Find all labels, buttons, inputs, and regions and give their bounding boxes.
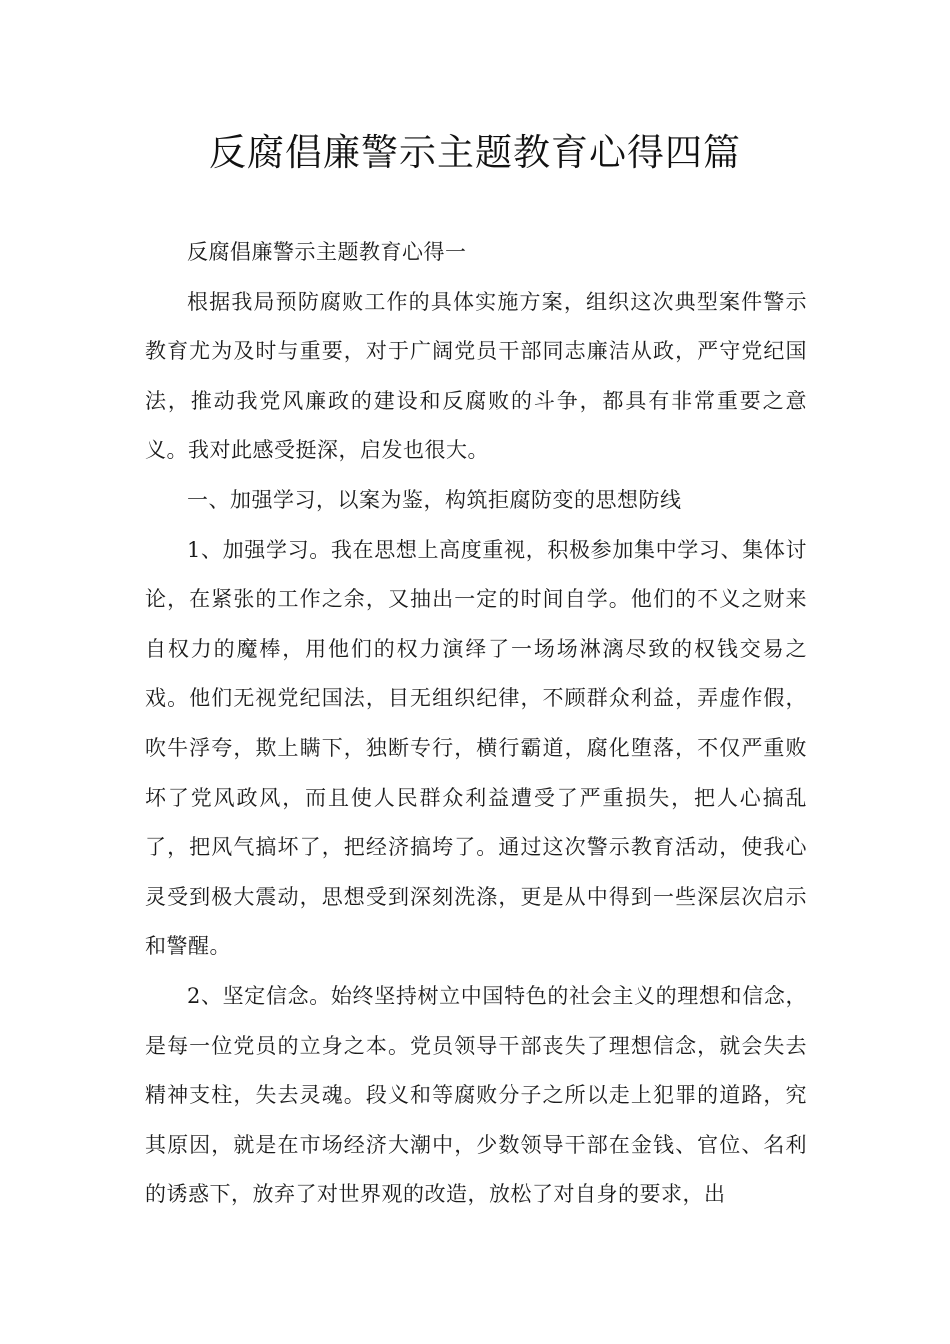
document-title: 反腐倡廉警示主题教育心得四篇: [209, 131, 741, 174]
subsection-heading: 一、加强学习，以案为鉴，构筑拒腐防变的思想防线: [187, 487, 682, 512]
section-heading: 反腐倡廉警示主题教育心得一: [187, 240, 467, 264]
document-body: [145, 228, 807, 1220]
paragraph: 2、坚定信念。始终坚持树立中国特色的社会主义的理想和信念，是每一位党员的立身之本。党员领导干部丧失了理想信念，就会失去精神支柱，失去灵魂。段义和等腐败分子之所以走上犯罪的道路，究其原因，就是在市场经济大潮中，少数领导干部在金钱、官位、名利的诱惑下，放弃了对世界观的改造，放松了对自身的要求，出: [145, 983, 807, 1207]
paragraph: 1、加强学习。我在思想上高度重视，积极参加集中学习、集体讨论，在紧张的工作之余，又抽出一定的时间自学。他们的不义之财来自权力的魔棒，用他们的权力演绎了一场场淋漓尽致的权钱交易之戏。他们无视党纪国法，目无组织纪律，不顾群众利益，弄虚作假，吹牛浮夸，欺上瞒下，独断专行，横行霸道，腐化堕落，不仅严重败坏了党风政风，而且使人民群众利益遭受了严重损失，把人心搞乱了，把风气搞坏了，把经济搞垮了。通过这次警示教育活动，使我心灵受到极大震动，思想受到深刻洗涤，更是从中得到一些深层次启示和警醒。: [145, 537, 807, 959]
paragraph: 根据我局预防腐败工作的具体实施方案，组织这次典型案件警示教育尤为及时与重要，对于广阔党员干部同志廉洁从政，严守党纪国法，推动我党风廉政的建设和反腐败的斗争，都具有非常重要之意义。我对此感受挺深，启发也很大。: [145, 289, 807, 463]
